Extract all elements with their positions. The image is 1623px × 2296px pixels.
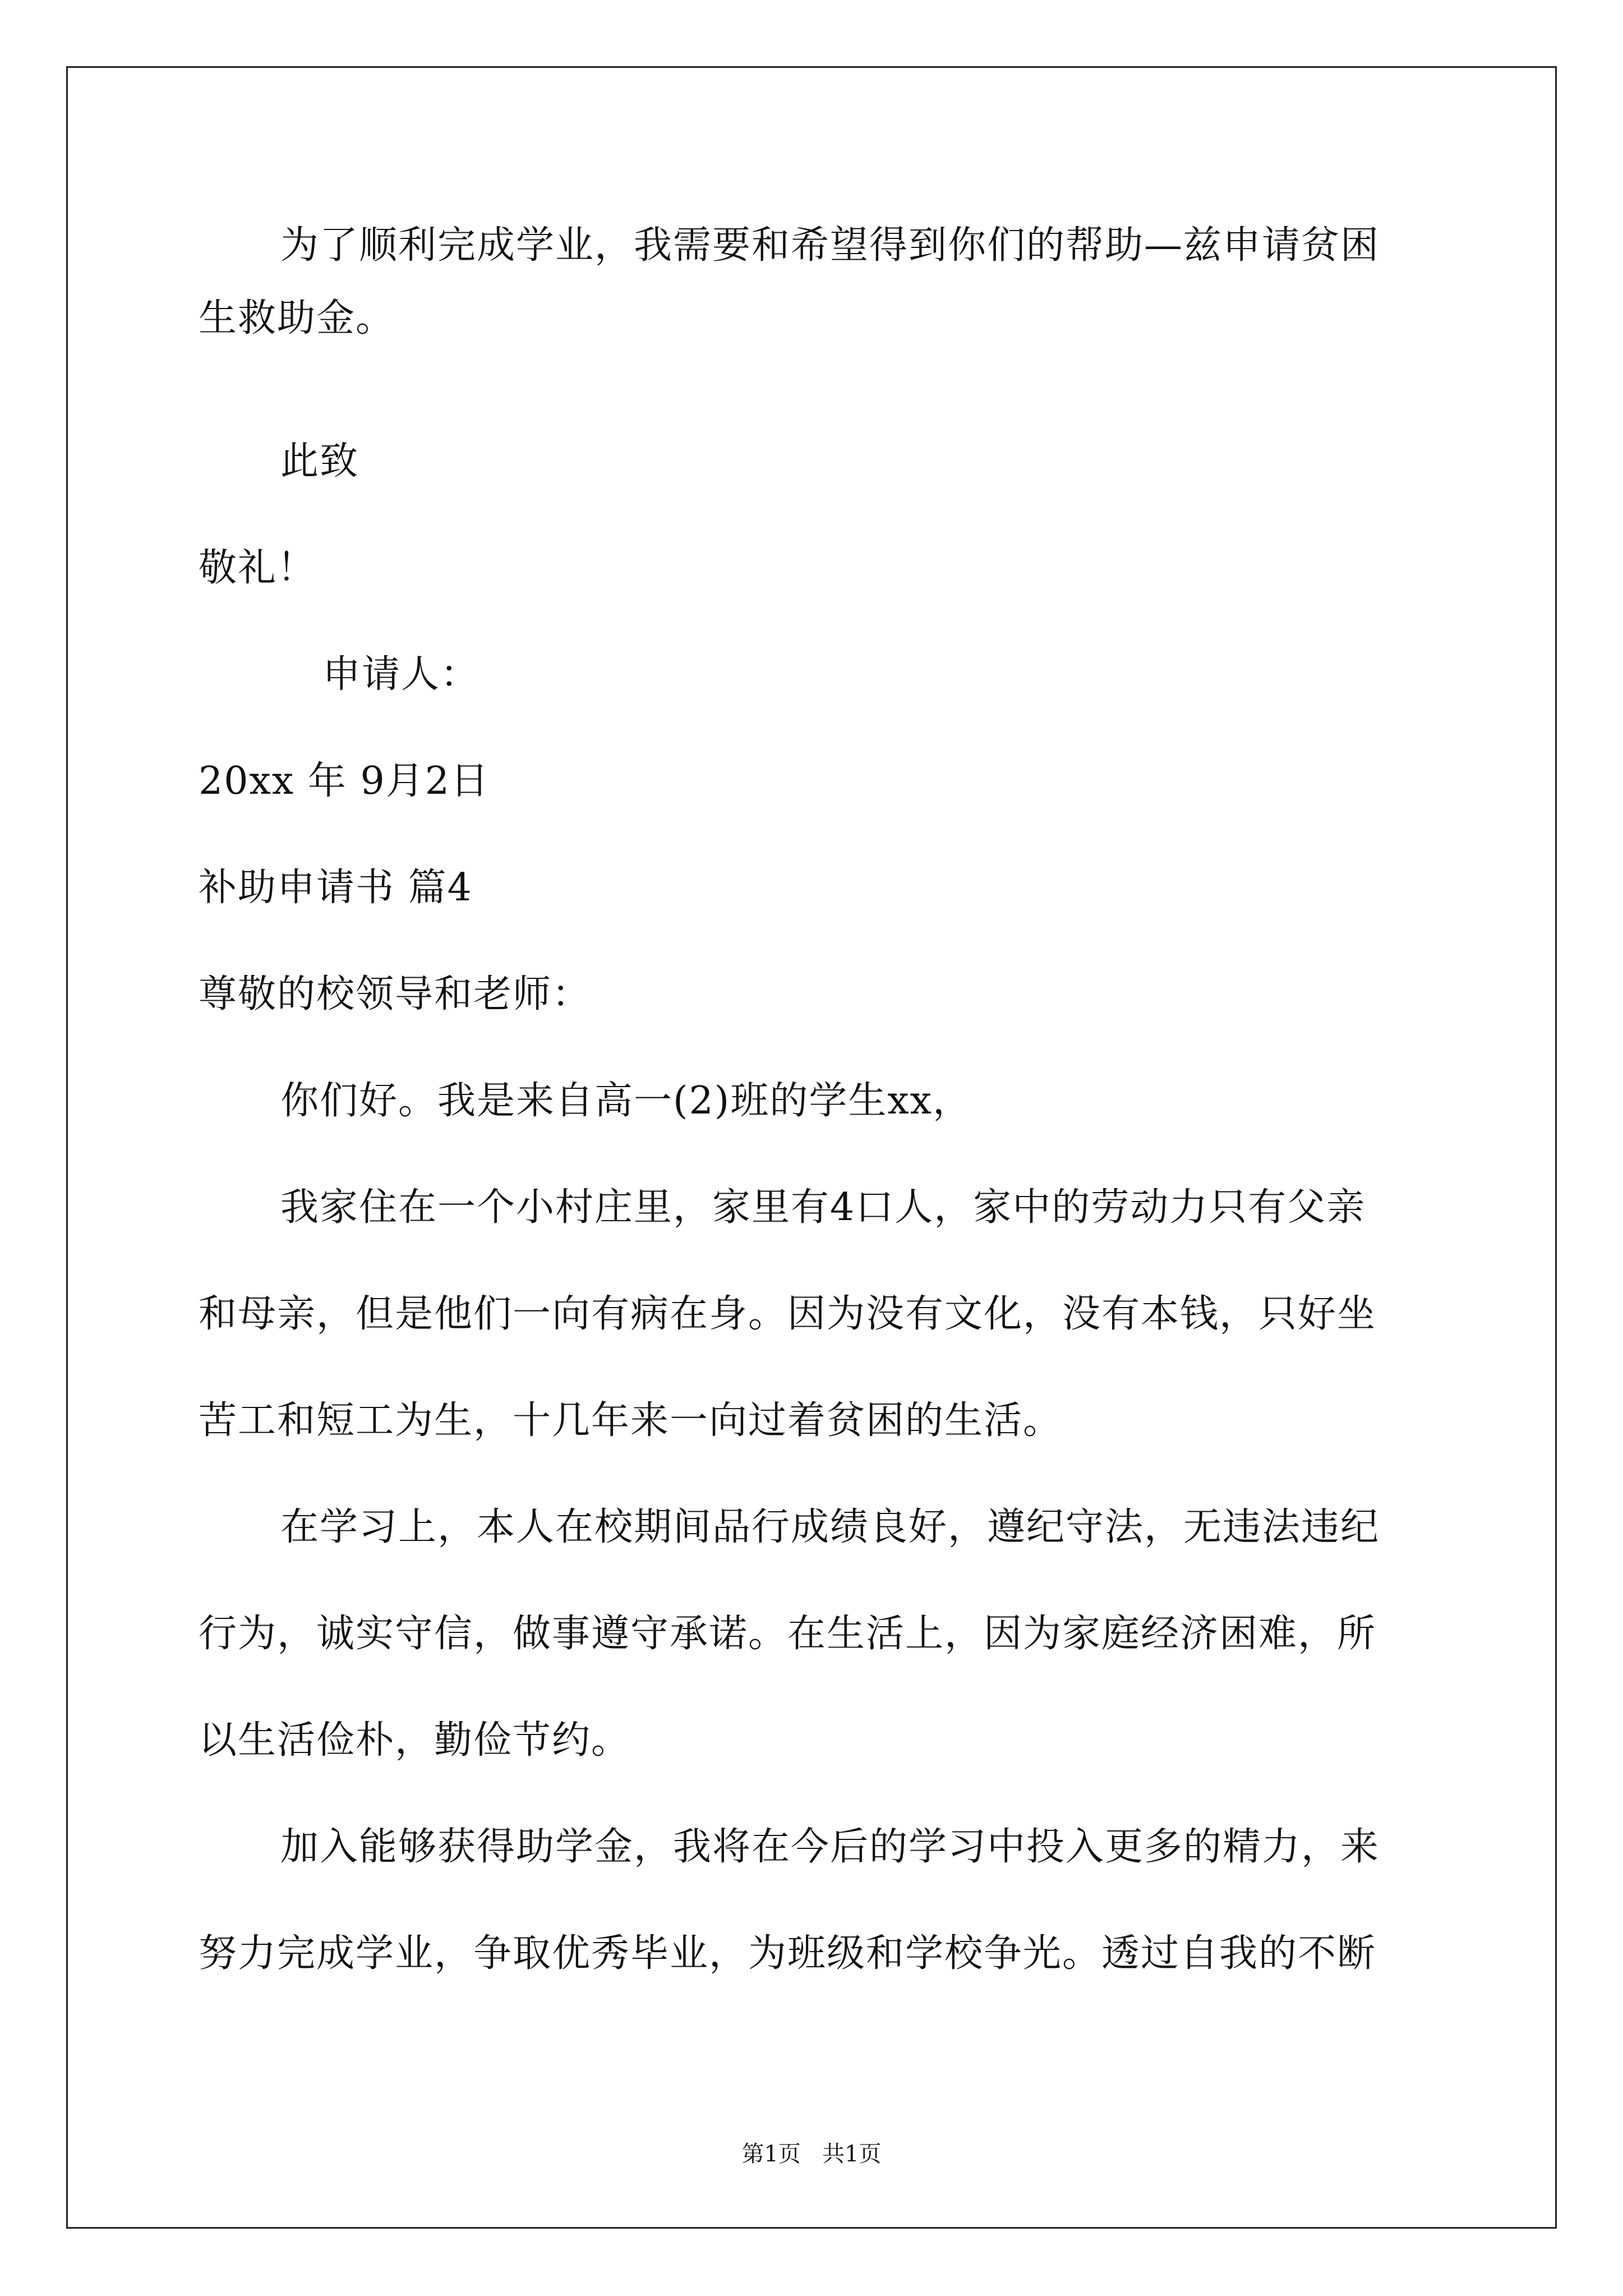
salutation-closing: 此致 [280, 439, 359, 484]
body-line-10: 我家住在一个小村庄里，家里有4口人，家中的劳动力只有父亲 [280, 1185, 1366, 1230]
body-line-2: 生救助金。 [199, 296, 395, 341]
body-line-12: 苦工和短工为生，十几年来一向过着贫困的生活。 [199, 1398, 1063, 1443]
applicant-label: 申请人： [322, 652, 480, 697]
page-footer: 第1页 共1页 [741, 2141, 882, 2167]
body-line-11: 和母亲，但是他们一向有病在身。因为没有文化，没有本钱，只好坐 [199, 1292, 1377, 1336]
date-line: 20xx 年 9月2日 [199, 759, 490, 803]
body-line-13: 在学习上，本人在校期间品行成绩良好，遵纪守法，无违法违纪 [280, 1505, 1380, 1549]
body-line-16: 加入能够获得助学金，我将在今后的学习中投入更多的精力，来 [280, 1825, 1380, 1869]
body-line-14: 行为，诚实守信，做事遵守承诺。在生活上，因为家庭经济困难，所 [199, 1612, 1377, 1656]
greeting-line: 尊敬的校领导和老师： [199, 972, 592, 1016]
intro-line: 你们好。我是来自高一(2)班的学生xx， [280, 1079, 972, 1123]
body-line-17: 努力完成学业，争取优秀毕业，为班级和学校争光。透过自我的不断 [199, 1931, 1377, 1976]
body-line-15: 以生活俭朴，勤俭节约。 [199, 1718, 631, 1763]
body-line-1: 为了顺利完成学业，我需要和希望得到你们的帮助—兹申请贫困 [280, 223, 1380, 268]
section-heading: 补助申请书 篇4 [199, 866, 473, 910]
salutation-respect: 敬礼！ [199, 546, 317, 590]
page-border [66, 66, 1557, 2229]
